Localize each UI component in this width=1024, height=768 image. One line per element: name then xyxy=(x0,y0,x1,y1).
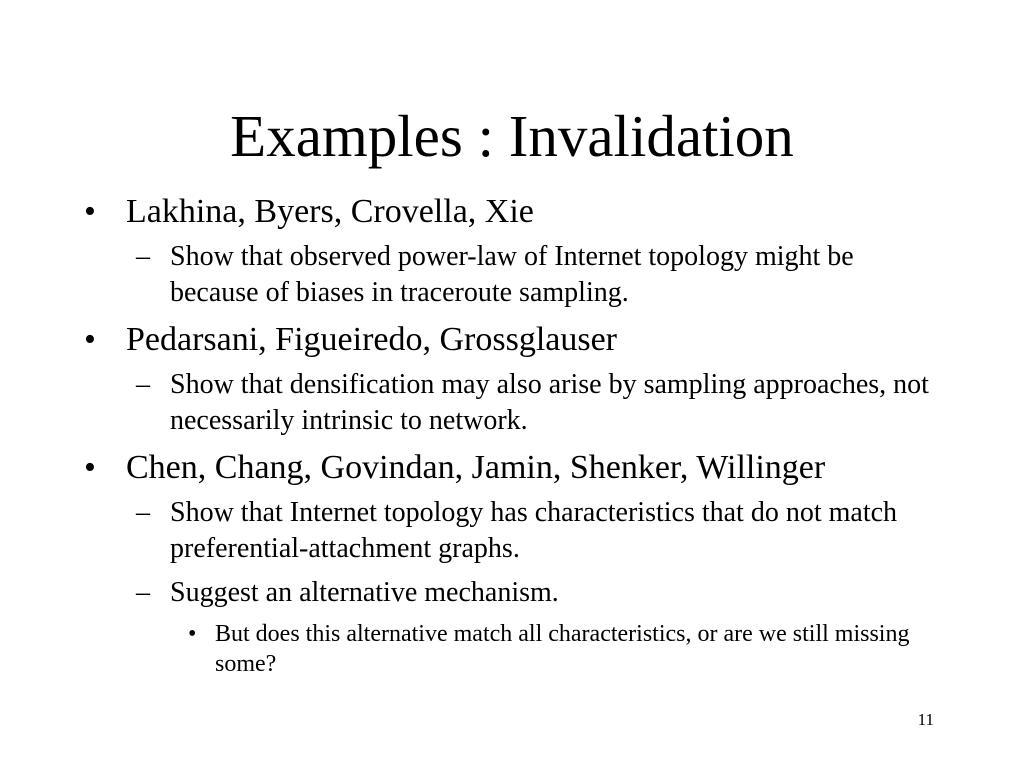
sub-bullet-item xyxy=(84,575,944,611)
bullet-list xyxy=(84,193,944,679)
bullet-text: Chen, Chang, Govindan, Jamin, Shenker, Willinger xyxy=(126,449,826,486)
sub-bullet-item xyxy=(84,495,944,567)
bullet-icon: • xyxy=(188,621,197,647)
bullet-text: Pedarsani, Figueiredo, Grossglauser xyxy=(126,321,618,358)
sub-sub-bullet-text: But does this alternative match all characteristics, or are we still missing some? xyxy=(215,621,910,677)
dash-icon: – xyxy=(136,241,150,272)
sub-sub-bullet-item xyxy=(84,619,944,679)
page-number: 11 xyxy=(917,710,934,729)
bullet-item xyxy=(84,449,944,487)
dash-icon: – xyxy=(136,577,150,608)
bullet-text: Lakhina, Byers, Crovella, Xie xyxy=(126,193,534,230)
dash-icon: – xyxy=(136,497,150,528)
sub-bullet-item xyxy=(84,367,944,439)
sub-bullet-text: Show that Internet topology has characteristics that do not match preferential-attachment graphs. xyxy=(170,497,898,564)
bullet-item xyxy=(84,321,944,359)
sub-bullet-text: Suggest an alternative mechanism. xyxy=(170,577,559,608)
bullet-icon: • xyxy=(84,321,96,358)
sub-bullet-text: Show that densification may also arise by sampling approaches, not necessarily intrinsic to network. xyxy=(170,369,929,436)
dash-icon: – xyxy=(136,369,150,400)
sub-bullet-text: Show that observed power-law of Internet topology might be because of biases in traceroute sampling. xyxy=(170,241,854,308)
slide-title: Examples : Invalidation xyxy=(230,103,794,169)
bullet-icon: • xyxy=(84,449,96,486)
bullet-item xyxy=(84,193,944,231)
bullet-icon: • xyxy=(84,193,96,230)
sub-bullet-item xyxy=(84,239,944,311)
